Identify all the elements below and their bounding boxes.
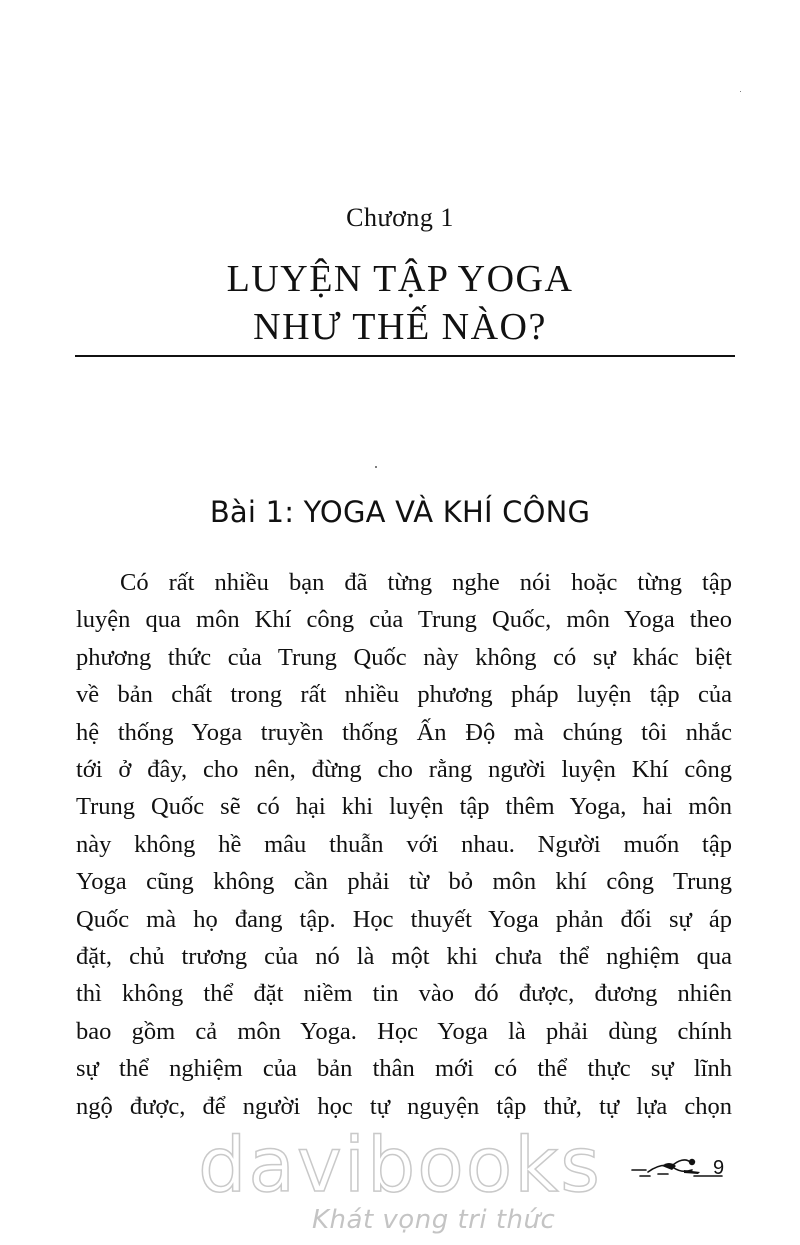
scan-speck <box>375 466 377 468</box>
body-line: thì không thể đặt niềm tin vào đó được, đương nhiên <box>76 980 732 1008</box>
body-line: bao gồm cả môn Yoga. Học Yoga là phải dùng chính <box>76 1017 732 1045</box>
body-line: này không hề mâu thuẫn với nhau. Người muốn tập <box>76 830 732 858</box>
chapter-label: Chương 1 <box>346 203 454 232</box>
body-line: Quốc mà họ đang tập. Học thuyết Yoga phản đối sự áp <box>76 905 732 933</box>
chapter-title-line-2: NHƯ THẾ NÀO? <box>253 306 547 348</box>
body-line: Có rất nhiều bạn đã từng nghe nói hoặc từng tập <box>120 569 732 596</box>
body-line: hệ thống Yoga truyền thống Ấn Độ mà chúng tôi nhắc <box>76 718 732 746</box>
watermark-brand: davibooks <box>198 1120 602 1209</box>
scan-speck <box>740 91 741 92</box>
yoga-figure-ornament-icon <box>628 1150 724 1180</box>
chapter-title-line-1: LUYỆN TẬP YOGA <box>226 258 574 300</box>
page-number: 9 <box>713 1157 725 1179</box>
body-line: phương thức của Trung Quốc này không có sự khác biệt <box>76 643 732 671</box>
body-line: tới ở đây, cho nên, đừng cho rằng người luyện Khí công <box>76 756 732 784</box>
body-line: ngộ được, để người học tự nguyện tập thử, tự lựa chọn <box>76 1092 732 1120</box>
body-line: Yoga cũng không cần phải từ bỏ môn khí công Trung <box>76 868 732 896</box>
body-line: đặt, chủ trương của nó là một khi chưa thể nghiệm qua <box>76 943 732 971</box>
body-line: sự thể nghiệm của bản thân mới có thể thực sự lĩnh <box>76 1055 732 1083</box>
section-heading: Bài 1: YOGA VÀ KHÍ CÔNG <box>209 495 591 529</box>
watermark-tagline: Khát vọng tri thức <box>312 1205 556 1235</box>
body-line: luyện qua môn Khí công của Trung Quốc, môn Yoga theo <box>76 606 732 634</box>
body-paragraph <box>76 564 732 1125</box>
body-line: về bản chất trong rất nhiều phương pháp luyện tập của <box>76 681 732 709</box>
chapter-title <box>0 255 800 351</box>
title-divider <box>75 355 735 357</box>
body-line: Trung Quốc sẽ có hại khi luyện tập thêm Yoga, hai môn <box>76 793 732 821</box>
